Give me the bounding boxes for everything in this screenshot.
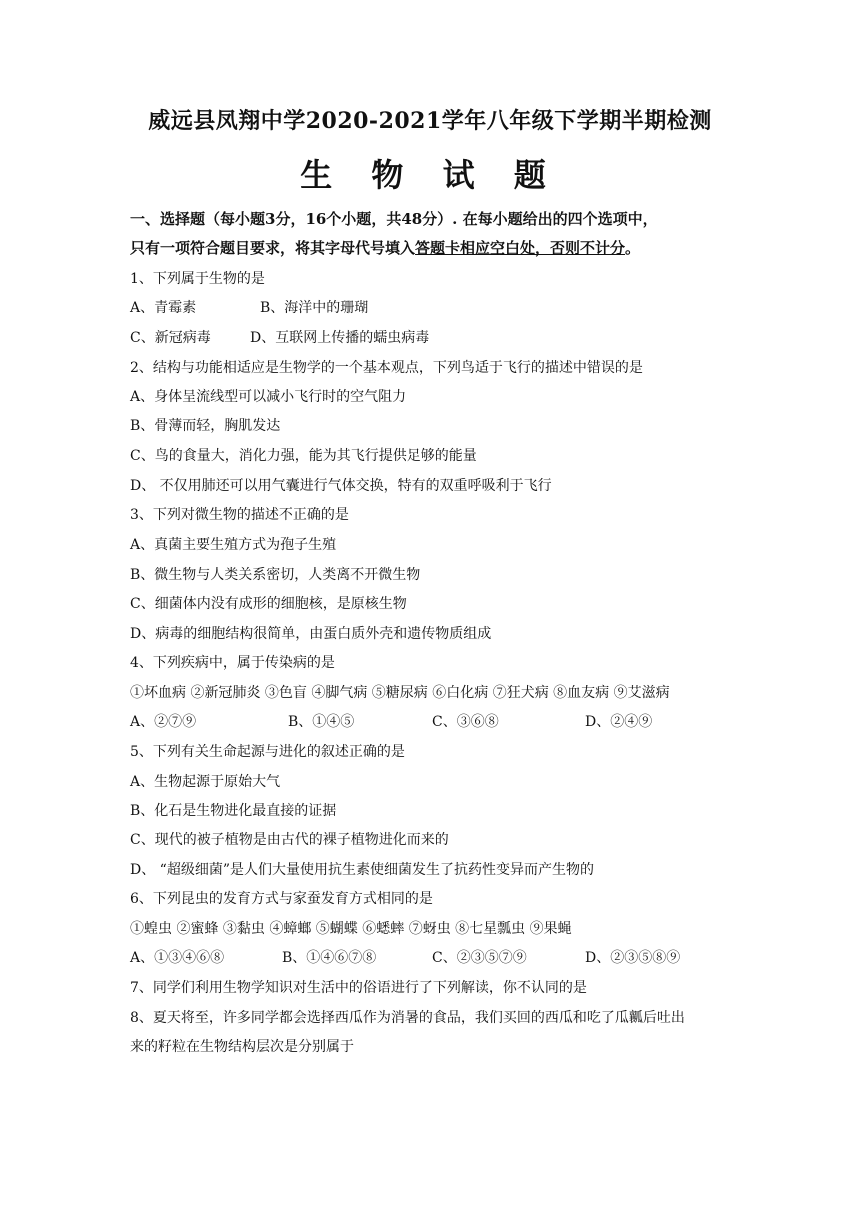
question-3-option-a: A、真菌主要生殖方式为孢子生殖 [130, 537, 337, 553]
page-title: 威远县凤翔中学2020-2021学年八年级下学期半期检测 [148, 108, 712, 134]
question-7-stem: 7、同学们利用生物学知识对生活中的俗语进行了下列解读，你不认同的是 [130, 980, 587, 996]
section-heading-line-2 [130, 234, 640, 263]
question-1-stem: 1、下列属于生物的是 [130, 271, 265, 287]
question-2-option-b: B、骨薄而轻，胸肌发达 [130, 418, 281, 434]
question-1-option-b: B、海洋中的珊瑚 [260, 300, 369, 316]
question-8-stem-line-2: 来的籽粒在生物结构层次是分别属于 [130, 1039, 354, 1055]
section-heading-suffix: 。 [625, 239, 641, 257]
question-3-option-b: B、微生物与人类关系密切，人类离不开微生物 [130, 567, 421, 583]
section-heading-underlined: 答题卡相应空白处，否则不计分 [415, 239, 626, 257]
question-2-option-d: D、 不仅用肺还可以用气囊进行气体交换，特有的双重呼吸利于飞行 [130, 478, 552, 494]
question-1-option-d: D、互联网上传播的蠕虫病毒 [250, 330, 430, 346]
question-3-option-d: D、病毒的细胞结构很简单，由蛋白质外壳和遗传物质组成 [130, 626, 492, 642]
question-2-option-c: C、鸟的食量大，消化力强，能为其飞行提供足够的能量 [130, 448, 477, 464]
question-5-option-c: C、现代的被子植物是由古代的裸子植物进化而来的 [130, 832, 449, 848]
section-heading-prefix: 只有一项符合题目要求，将其字母代号填入 [130, 239, 416, 257]
question-2-option-a: A、身体呈流线型可以减小飞行时的空气阻力 [130, 389, 407, 405]
question-8-stem-line-1: 8、夏天将至，许多同学都会选择西瓜作为消暑的食品，我们买回的西瓜和吃了瓜瓤后吐出 [130, 1010, 685, 1026]
question-6-option-d: D、②③⑤⑧⑨ [585, 950, 681, 966]
question-4-stem: 4、下列疾病中，属于传染病的是 [130, 655, 335, 671]
question-5-option-d: D、 “超级细菌”是人们大量使用抗生素使细菌发生了抗药性变异而产生物的 [130, 862, 594, 878]
question-1-option-c: C、新冠病毒 [130, 330, 211, 346]
question-1-option-a: A、青霉素 [130, 300, 197, 316]
question-5-option-a: A、生物起源于原始大气 [130, 774, 281, 790]
question-6-items: ①蝗虫 ②蜜蜂 ③黏虫 ④蟑螂 ⑤蝴蝶 ⑥蟋蟀 ⑦蚜虫 ⑧七星瓢虫 ⑨果蝇 [130, 921, 572, 937]
section-heading-line-1: 一、选择题（每小题3分，16个小题，共48分）. 在每小题给出的四个选项中， [130, 210, 658, 228]
question-4-option-b: B、①④⑤ [288, 714, 355, 730]
page-subtitle: 生 物 试 题 [300, 156, 560, 194]
question-5-stem: 5、下列有关生命起源与进化的叙述正确的是 [130, 744, 405, 760]
question-6-option-a: A、①③④⑥⑧ [130, 950, 225, 966]
question-4-option-a: A、②⑦⑨ [130, 714, 197, 730]
question-4-option-c: C、③⑥⑧ [432, 714, 499, 730]
question-4-items: ①坏血病 ②新冠肺炎 ③色盲 ④脚气病 ⑤糖尿病 ⑥白化病 ⑦狂犬病 ⑧血友病 ⑨艾滋病 [130, 685, 670, 701]
question-4-option-d: D、②④⑨ [585, 714, 653, 730]
question-6-stem: 6、下列昆虫的发育方式与家蚕发育方式相同的是 [130, 891, 433, 907]
question-5-option-b: B、化石是生物进化最直接的证据 [130, 803, 337, 819]
question-6-option-b: B、①④⑥⑦⑧ [282, 950, 377, 966]
question-6-option-c: C、②③⑤⑦⑨ [432, 950, 527, 966]
question-2-stem: 2、结构与功能相适应是生物学的一个基本观点，下列鸟适于飞行的描述中错误的是 [130, 360, 643, 376]
question-3-option-c: C、细菌体内没有成形的细胞核，是原核生物 [130, 596, 407, 612]
question-3-stem: 3、下列对微生物的描述不正确的是 [130, 507, 349, 523]
